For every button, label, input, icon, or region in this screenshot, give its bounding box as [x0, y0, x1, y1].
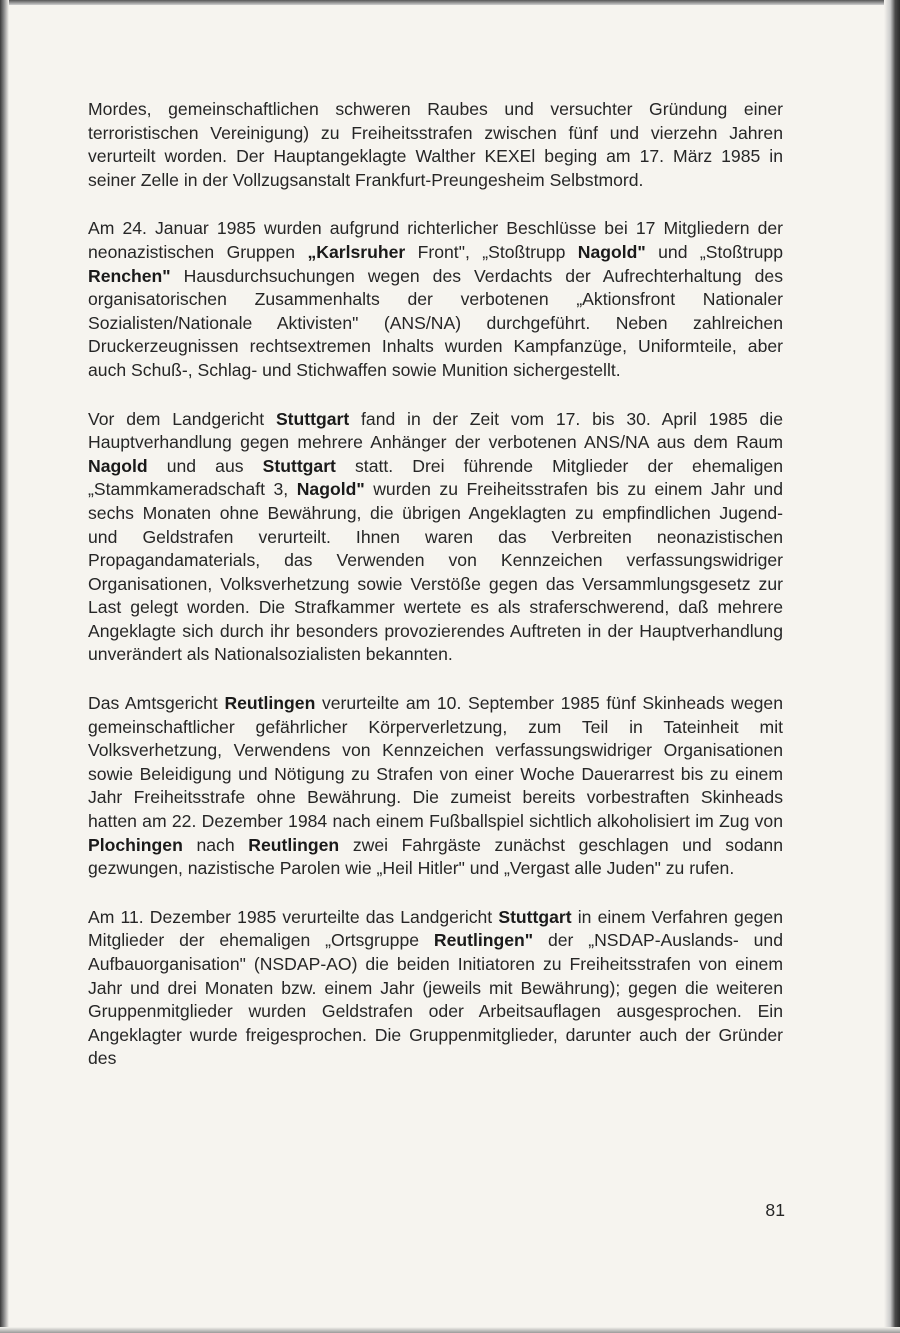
text-run: Am 11. Dezember 1985 verurteilte das Landgericht — [88, 906, 499, 927]
page-edge-right — [884, 0, 900, 1333]
text-run: Mordes, gemeinschaftlichen schweren Raubes und versuchter Gründung einer terroristischen Vereinigung) zu Freiheitsstrafen zwischen fünf und vierzehn Jahren verurteilt worden. Der Hauptangeklagte Walther KEXEl beging am 17. März 1985 in seiner Zelle in der Vollzugsanstalt Frankfurt-Preungesheim Selbstmord. — [88, 99, 783, 190]
text-run: verurteilte am 10. September 1985 fünf Skinheads wegen gemeinschaftlicher gefährlicher Körperverletzung, zum Teil in Tateinheit mit Volksverhetzung, Verwendens von Kennzeichen verfassungswidriger Organisationen sowie Beleidigung und Nötigung zu Strafen von einer Woche Dauerarrest bis zu einem Jahr Freiheitsstrafe ohne Bewährung. Die zumeist bereits vorbestraften Skinheads hatten am 22. Dezember 1984 nach einem Fußballspiel sichtlich alkoholisiert im Zug von — [88, 693, 783, 832]
text-run: wurden zu Freiheitsstrafen bis zu einem Jahr und sechs Monaten ohne Bewährung, die übrigen Angeklagten zu empfindlichen Jugend- und Geldstrafen verurteilt. Ihnen waren das Verbreiten neonazistischen Propagandamaterials, das Verwenden von Kennzeichen verfassungswidriger Organisationen, Volksverhetzung sowie Verstöße gegen das Versammlungsgesetz zur Last gelegt worden. Die Strafkammer wertete es als straferschwerend, daß mehrere Angeklagte sich durch ihr besonders provozierendes Auftreten in der Hauptverhandlung unverändert als Nationalsozialisten bekannten. — [88, 479, 783, 665]
bold-term: Reutlingen — [248, 834, 340, 855]
bold-term: Stuttgart — [275, 408, 350, 429]
text-run: Front", „Stoßtrupp — [405, 241, 578, 262]
bold-term: Nagold" — [577, 241, 646, 262]
text-run: Hausdurchsuchungen wegen des Verdachts der Aufrechterhaltung des organisatorischen Zusammenhalts der verbotenen „Aktionsfront Nationaler Sozialisten/Nationale Aktivisten" (ANS/NA) durchgeführt. Neben zahlreichen Druckerzeugnissen rechtsextremen Inhalts wurden Kampfanzüge, Uniformteile, aber auch Schuß-, Schlag- und Stichwaffen sowie Munition sichergestellt. — [88, 265, 783, 380]
text-run: Vor dem Landgericht — [88, 408, 276, 429]
text-run: statt. Drei führende Mitglieder der ehemaligen „Stammkameradschaft 3, — [88, 455, 783, 500]
bold-term: Nagold" — [296, 479, 365, 500]
bold-term: Stuttgart — [498, 906, 572, 927]
text-run: zwei Fahrgäste zunächst geschlagen und sodann gezwungen, nazistische Parolen wie „Heil Hitler" und „Vergast alle Juden" zu rufen. — [88, 834, 783, 879]
text-run: fand in der Zeit vom 17. bis 30. April 1985 die Hauptverhandlung gegen mehrere Anhänger der verbotenen ANS/NA aus dem Raum — [88, 408, 784, 453]
paragraph — [88, 98, 783, 192]
text-run: und „Stoßtrupp — [645, 241, 784, 262]
bold-term: Reutlingen — [224, 693, 316, 714]
text-run: nach — [182, 834, 249, 855]
page-number: 81 — [765, 1200, 785, 1220]
paragraph — [88, 408, 783, 668]
bold-term: Stuttgart — [262, 455, 336, 476]
page-edge-top — [0, 0, 900, 5]
page-edge-left — [0, 0, 9, 1333]
paragraph — [88, 692, 783, 881]
bold-term: Reutlingen" — [433, 930, 534, 951]
bold-term: „Karlsruher — [307, 241, 406, 262]
text-run: Am 24. Januar 1985 wurden aufgrund richterlicher Beschlüsse bei 17 Mitgliedern der neonazistischen Gruppen — [88, 218, 783, 262]
paragraph — [88, 217, 783, 382]
body-text — [88, 98, 783, 1096]
bold-term: Nagold — [88, 455, 148, 476]
text-run: in einem Verfahren gegen Mitglieder der ehemaligen „Ortsgruppe — [88, 906, 783, 951]
text-run: der „NSDAP-Auslands- und Aufbauorganisation" (NSDAP-AO) die beiden Initiatoren zu Freiheitsstrafen von einem Jahr und drei Monaten bzw. einem Jahr (jeweils mit Bewährung); gegen die weiteren Gruppenmitglieder wurden Geldstrafen oder Arbeitsauflagen ausgesprochen. Ein Angeklagter wurde freigesprochen. Die Gruppenmitglieder, darunter auch der Gründer des — [88, 930, 783, 1069]
paragraph — [88, 906, 783, 1071]
bold-term: Plochingen — [88, 834, 183, 855]
page-edge-bottom — [0, 1327, 900, 1333]
bold-term: Renchen" — [88, 265, 171, 286]
text-run: und aus — [147, 455, 263, 476]
text-run: Das Amtsgericht — [88, 693, 225, 714]
